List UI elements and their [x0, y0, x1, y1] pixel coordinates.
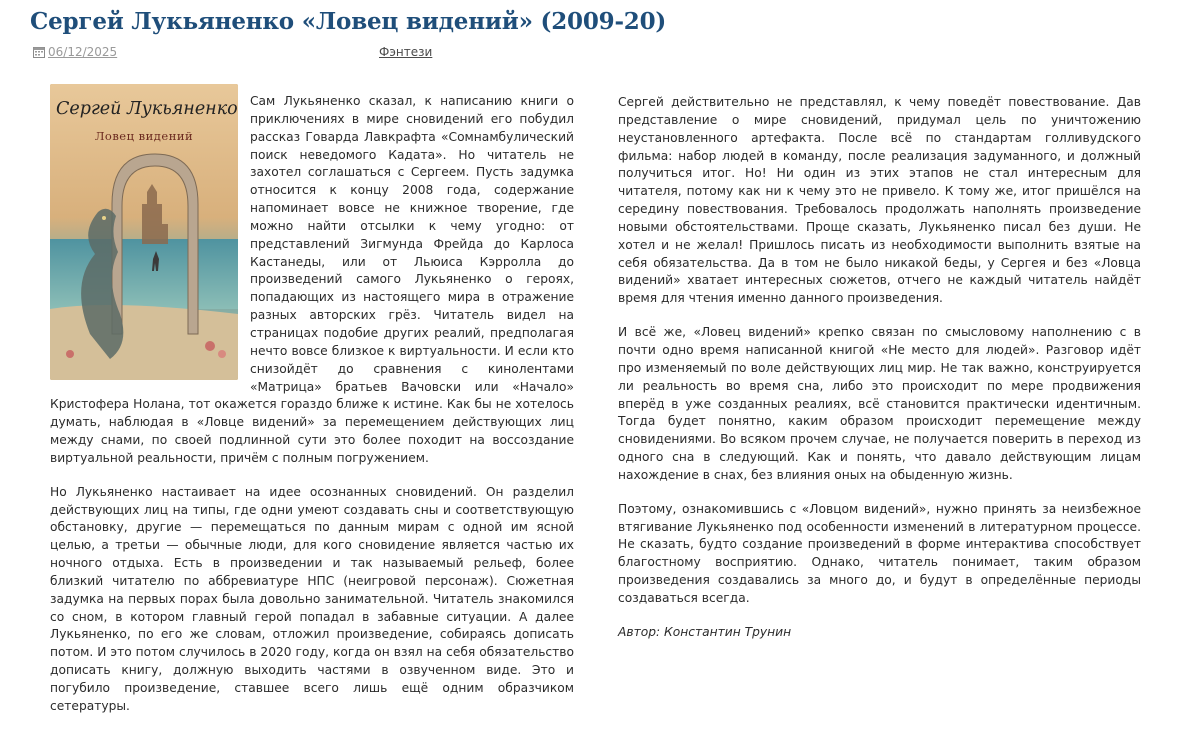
article-column-right — [618, 94, 1141, 658]
cover-title-text: Ловец видений — [94, 129, 194, 143]
article-paragraph: Сам Лукьяненко сказал, к написанию книги о приключениях в мире сновидений его побудил рассказ Говарда Лавкрафта «Сомнамбулический поиск неведомого Кадата». Но читатель не захотел соглашаться с Сергеем. Пусть задумка относится к концу 2008 года, содержание напоминает вовсе не книжное творение, где можно найти отсылки к чему угодно: от представлений Зигмунда Фрейда до Карлоса Кастанеды, или от Льюиса Кэрролла до произведений самого Лукьяненко о героях, попадающих из настоящего мира в отражение разных авторских грёз. Читатель видел на страницах подобие других реалий, предполагая нечто вовсе близкое к виртуальности. И если кто снизойдёт до сравнения с кинолентами «Матрица» братьев Вачовски или «Начало» Кристофера Нолана, тот окажется гораздо ближе к истине. Как бы не хотелось думать, наблюдая в «Ловце видений» за перемещением действующих лиц между снами, по своей подлинной сути это более походит на воссоздание виртуальной реальности, причём с полным погружением. — [50, 94, 574, 465]
article-title[interactable]: Сергей Лукьяненко «Ловец видений» (2009-20) — [30, 8, 667, 35]
article-paragraph: И всё же, «Ловец видений» крепко связан по смысловому наполнению с в почти одно время написанной книгой «Не место для людей». Разговор идёт про изменяемый по воле действующих лиц мир. Не так важно, конструируется ли реальность во время сна, либо это происходит по мере продвижения вперёд в уже созданных реалиях, всё становится практически идентичным. Тогда будет понятно, каким образом происходит перемещение между сновидениями. Во всяком прочем случае, не получается поверить в переход из одного сна в следующий. Как и понять, что давало действующим лицам нахождение в снах, без влияния оных на обыденную жизнь. — [618, 325, 1141, 482]
article-paragraph: Сергей действительно не представлял, к чему поведёт повествование. Дав представление о мире сновидений, придумал цель по уничтожению неустановленного артефакта. После всё по стандартам голливудского фильма: набор людей в команду, после реализация задуманного, и должный получиться итог. Но! Ни один из этих этапов не стал интересным для читателя, потому как ни к чему это не привело. К тому же, итог пришёлся на середину повествования. Требовалось продолжать наполнять произведение новыми обстоятельствами. Проще сказать, Лукьяненко писал без души. Не хотел и не желал! Пришлось писать из необходимости выполнить взятые на себя обязательства. Да в том не было никакой беды, у Сергея и без «Ловца видений» хватает интересных сюжетов, отчего не каждый читатель найдёт время для чтения именно данного произведения. — [618, 95, 1141, 306]
category-link[interactable]: Фэнтези — [379, 45, 433, 59]
post-date-text: 06/12/2025 — [48, 45, 118, 59]
article-paragraph: Но Лукьяненко настаивает на идее осознанных сновидений. Он разделил действующих лиц на типы, где одни умеют создавать сны и соответствующую обстановку, другие — перемещаться по данным мирам с одной им ясной целью, а третьи — обычные люди, для кого сновидение является частью их ночного отдыха. Есть в произведении и так называемый рельеф, более близкий читателю по аббревиатуре НПС (неигровой персонаж). Сюжетная задумка на первых порах была довольно занимательной. Читатель знакомился со сном, в котором главный герой попадал в забавные ситуации. А далее Лукьяненко, по его же словам, отложил произведение, собираясь дописать потом. И это потом случилось в 2020 году, когда он взял на себя обязательство дописать книгу, должную выходить частями в озвученном виде. Это и погубило произведение, ставшее всего лишь ещё одним образчиком сетературы. — [50, 484, 574, 713]
author-credit: Автор: Константин Трунин — [618, 624, 792, 639]
article-paragraph: Поэтому, ознакомившись с «Ловцом видений», нужно принять за неизбежное втягивание Лукьяненко под особенности изменений в литературном процессе. Не сказать, будто создание произведений в форме интерактива способствует благостному восприятию. Однако, читатель понимает, таким образом произведения создавались за много до, и будут в определённые периоды создаваться всегда. — [618, 501, 1141, 605]
article-column-left — [50, 93, 574, 732]
cover-author-text: Сергей Лукьяненко — [56, 99, 238, 119]
post-date[interactable] — [33, 45, 117, 59]
calendar-icon — [33, 46, 45, 58]
book-cover-image — [50, 84, 238, 380]
